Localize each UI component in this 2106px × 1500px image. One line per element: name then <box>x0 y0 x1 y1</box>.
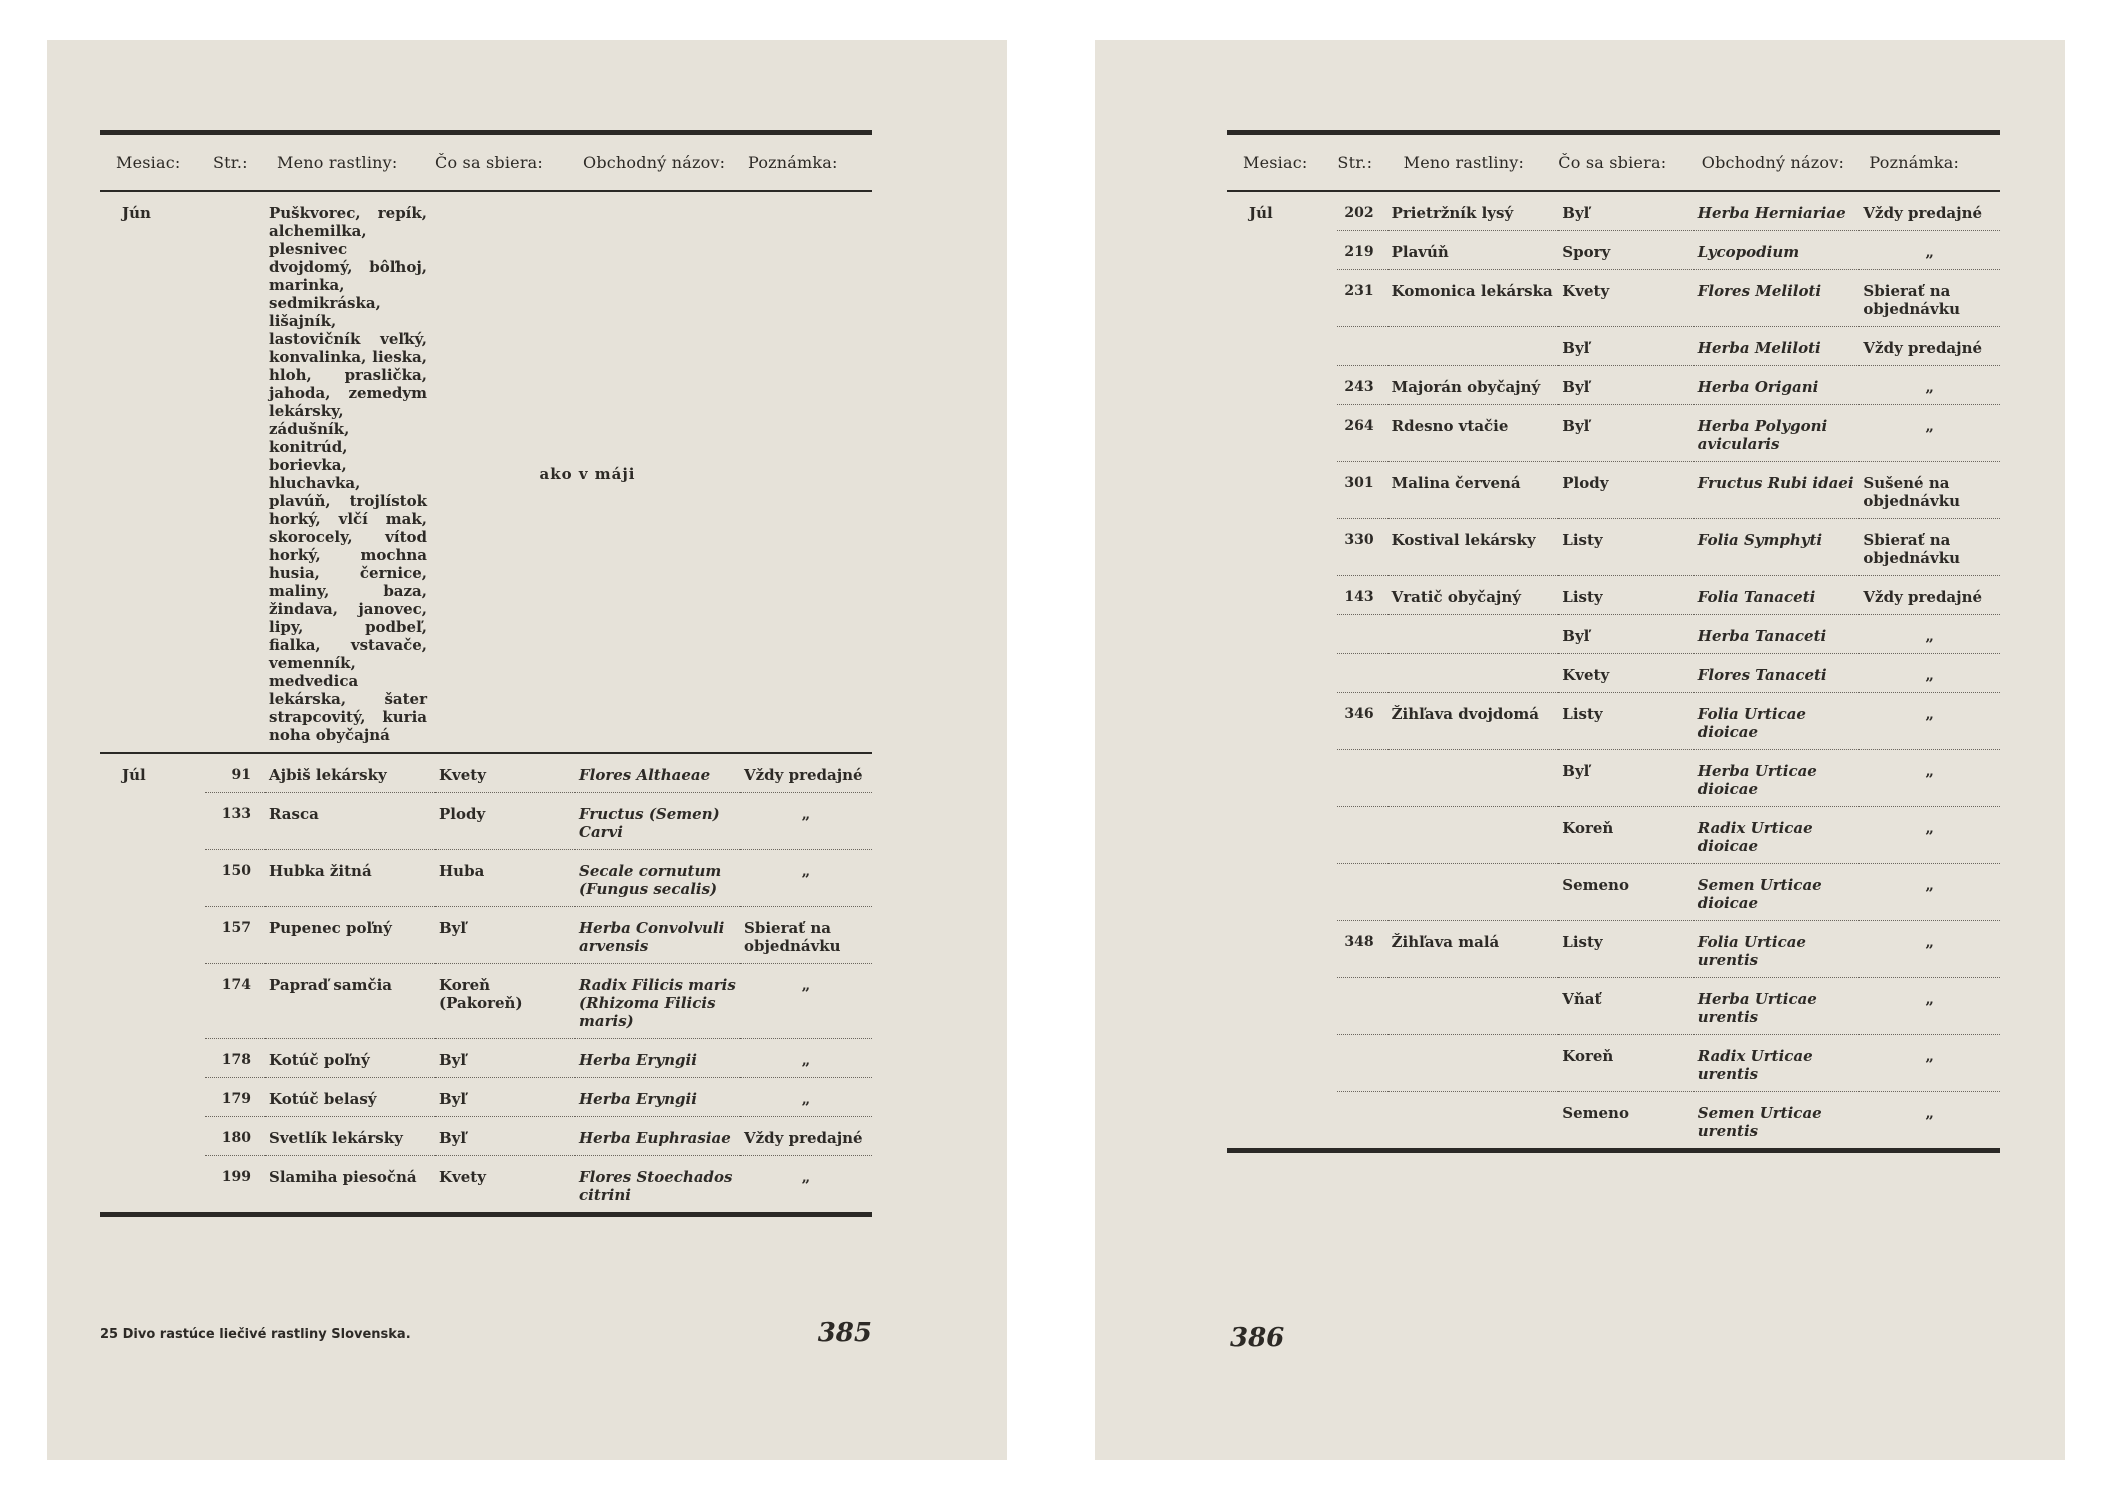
note: Vždy predajné <box>740 1117 872 1156</box>
collected-part: Byľ <box>435 1039 575 1078</box>
page-ref: 346 <box>1337 693 1387 750</box>
month-cell <box>100 964 205 1039</box>
page-ref: 301 <box>1337 462 1387 519</box>
page-ref <box>1337 864 1387 921</box>
month-cell <box>1227 270 1337 327</box>
page-ref <box>1337 327 1387 366</box>
table-row <box>1227 1092 2000 1151</box>
plant-name: Hubka žitná <box>265 850 435 907</box>
trade-name: Radix Filicis maris (Rhizoma Filicis maris) <box>575 964 740 1039</box>
collected-part: Koreň (Pakoreň) <box>435 964 575 1039</box>
table-row <box>100 1117 872 1156</box>
trade-name: Secale cornutum (Fungus secalis) <box>575 850 740 907</box>
month-cell <box>1227 231 1337 270</box>
trade-name: Flores Stoechados citrini <box>575 1156 740 1215</box>
plant-name: Plavúň <box>1388 231 1559 270</box>
month-cell <box>1227 654 1337 693</box>
trade-name: Flores Tanaceti <box>1694 654 1860 693</box>
trade-name: Herba Euphrasiae <box>575 1117 740 1156</box>
plant-name: Komonica lekárska <box>1388 270 1559 327</box>
month-cell <box>100 1039 205 1078</box>
note: Sbierať na objednávku <box>1859 519 2000 576</box>
page-ref <box>1337 1092 1387 1151</box>
month-cell <box>100 1078 205 1117</box>
page-ref: 179 <box>205 1078 265 1117</box>
plant-name <box>1388 978 1559 1035</box>
page-ref: 143 <box>1337 576 1387 615</box>
note: Sbierať na objednávku <box>1859 270 2000 327</box>
note: „ <box>1859 864 2000 921</box>
month-cell <box>100 907 205 964</box>
note: „ <box>740 1078 872 1117</box>
note: „ <box>1859 366 2000 405</box>
plant-name: Žihľava malá <box>1388 921 1559 978</box>
table-row <box>1227 270 2000 327</box>
header-trade-name: Obchodný názov: <box>1701 153 1845 172</box>
plant-name <box>1388 1092 1559 1151</box>
table-row <box>100 907 872 964</box>
month-cell <box>1227 405 1337 462</box>
table-row <box>1227 366 2000 405</box>
plant-name <box>1388 864 1559 921</box>
left-table-wrap <box>100 130 872 1217</box>
page-number: 385 <box>817 1318 872 1348</box>
note: Vždy predajné <box>740 753 872 793</box>
trade-name: Herba Meliloti <box>1694 327 1860 366</box>
plant-name: Kotúč belasý <box>265 1078 435 1117</box>
page-ref: 174 <box>205 964 265 1039</box>
table-row <box>1227 921 2000 978</box>
note: Vždy predajné <box>1859 191 2000 231</box>
page-ref <box>1337 978 1387 1035</box>
table-row <box>100 753 872 793</box>
plant-name <box>1388 1035 1559 1092</box>
left-page <box>47 40 1007 1460</box>
plant-name: Slamiha piesočná <box>265 1156 435 1215</box>
collected-part: Byľ <box>1558 750 1694 807</box>
note: „ <box>1859 1092 2000 1151</box>
plant-name: Papraď samčia <box>265 964 435 1039</box>
table-row <box>1227 519 2000 576</box>
month-cell: Jún <box>100 191 205 753</box>
table-row <box>1227 191 2000 231</box>
page-ref: 91 <box>205 753 265 793</box>
month-cell <box>1227 978 1337 1035</box>
trade-name: Folia Tanaceti <box>1694 576 1860 615</box>
collected-part: Byľ <box>435 907 575 964</box>
trade-name: Folia Urticae urentis <box>1694 921 1860 978</box>
note: „ <box>1859 231 2000 270</box>
month-cell <box>1227 366 1337 405</box>
header-month: Mesiac: <box>1243 153 1308 172</box>
table-row <box>100 793 872 850</box>
collected-part: Byľ <box>1558 405 1694 462</box>
trade-name: Folia Symphyti <box>1694 519 1860 576</box>
note: „ <box>1859 750 2000 807</box>
plant-name <box>1388 654 1559 693</box>
collected-part: Kvety <box>1558 270 1694 327</box>
table-row <box>1227 576 2000 615</box>
header-page: Str.: <box>213 153 248 172</box>
collected-part: Byľ <box>435 1078 575 1117</box>
trade-name: Herba Herniariae <box>1694 191 1860 231</box>
table-row <box>1227 1035 2000 1092</box>
page-ref <box>1337 654 1387 693</box>
month-cell <box>1227 327 1337 366</box>
collected-part: Byľ <box>1558 327 1694 366</box>
table-row <box>100 850 872 907</box>
collected-part: Kvety <box>435 1156 575 1215</box>
note: „ <box>1859 405 2000 462</box>
note: „ <box>740 793 872 850</box>
plant-name <box>1388 807 1559 864</box>
collected-part: Vňať <box>1558 978 1694 1035</box>
collected-part: Listy <box>1558 921 1694 978</box>
trade-name: Herba Tanaceti <box>1694 615 1860 654</box>
table-row <box>1227 615 2000 654</box>
plant-name: Majorán obyčajný <box>1388 366 1559 405</box>
right-page <box>1095 40 2065 1460</box>
table-row <box>1227 693 2000 750</box>
page-ref: 150 <box>205 850 265 907</box>
page-ref: 178 <box>205 1039 265 1078</box>
note: „ <box>1859 693 2000 750</box>
note: „ <box>1859 921 2000 978</box>
note: Vždy predajné <box>1859 327 2000 366</box>
month-cell <box>1227 1035 1337 1092</box>
table-row <box>1227 864 2000 921</box>
trade-name: Radix Urticae urentis <box>1694 1035 1860 1092</box>
collected-part: Spory <box>1558 231 1694 270</box>
month-cell <box>1227 1092 1337 1151</box>
table-row <box>100 1039 872 1078</box>
plant-name <box>1388 615 1559 654</box>
trade-name: Semen Urticae urentis <box>1694 1092 1860 1151</box>
plant-name: Žihľava dvojdomá <box>1388 693 1559 750</box>
trade-name: Fructus Rubi idaei <box>1694 462 1860 519</box>
collected-part: Semeno <box>1558 864 1694 921</box>
table-row <box>1227 231 2000 270</box>
page-ref: 243 <box>1337 366 1387 405</box>
note: Sbierať na objednávku <box>740 907 872 964</box>
right-table <box>1227 130 2000 1153</box>
collected-part: Listy <box>1558 576 1694 615</box>
plant-name: Svetlík lekársky <box>265 1117 435 1156</box>
header-page: Str.: <box>1337 153 1373 172</box>
jun-plant-list: Puškvorec, repík, alchemilka, plesnivec dvojdomý, bôľhoj, marinka, sedmikráska, lišajník, lastovičník veľký, konvalinka, lieska, hloh, praslička, jahoda, zemedym lekársky, zádušník, konitrúd, borievka, hluchavka, plavúň, trojlístok horký, vlčí mak, skorocely, vítod horký, mochna husia, černice, maliny, baza, žindava, janovec, lipy, podbeľ, fialka, vstavače, vemenník, medvedica lekárska, šater strapcovitý, kuria noha obyčajná <box>269 204 427 744</box>
month-cell <box>1227 615 1337 654</box>
month-cell <box>100 793 205 850</box>
page-ref: 157 <box>205 907 265 964</box>
plant-name: Rdesno vtačie <box>1388 405 1559 462</box>
collected-part: Byľ <box>1558 366 1694 405</box>
trade-name: Flores Meliloti <box>1694 270 1860 327</box>
collected-part: Koreň <box>1558 1035 1694 1092</box>
left-table <box>100 130 872 1217</box>
month-cell: Júl <box>122 766 146 784</box>
trade-name: Flores Althaeae <box>575 753 740 793</box>
note: „ <box>740 1156 872 1215</box>
trade-name: Herba Convolvuli arvensis <box>575 907 740 964</box>
note: „ <box>740 964 872 1039</box>
page-ref: 180 <box>205 1117 265 1156</box>
plant-name: Malina červená <box>1388 462 1559 519</box>
trade-name: Herba Polygoni avicularis <box>1694 405 1860 462</box>
page-ref: 264 <box>1337 405 1387 462</box>
note: Vždy predajné <box>1859 576 2000 615</box>
month-cell <box>1227 462 1337 519</box>
collected-part: Plody <box>435 793 575 850</box>
month-cell <box>1227 921 1337 978</box>
table-row <box>1227 654 2000 693</box>
month-cell <box>1227 750 1337 807</box>
plant-name <box>1388 327 1559 366</box>
page-ref <box>1337 750 1387 807</box>
page-ref: 219 <box>1337 231 1387 270</box>
collected-part: Koreň <box>1558 807 1694 864</box>
collected-part: Byľ <box>435 1117 575 1156</box>
trade-name: Lycopodium <box>1694 231 1860 270</box>
collected-part: Byľ <box>1558 191 1694 231</box>
table-row <box>1227 978 2000 1035</box>
page-ref <box>1337 1035 1387 1092</box>
page-ref: 330 <box>1337 519 1387 576</box>
trade-name: Herba Urticae dioicae <box>1694 750 1860 807</box>
collected-part: Listy <box>1558 519 1694 576</box>
page-ref: 231 <box>1337 270 1387 327</box>
collected-part: Huba <box>435 850 575 907</box>
note: Sušené na objednávku <box>1859 462 2000 519</box>
trade-name: Radix Urticae dioicae <box>1694 807 1860 864</box>
month-cell <box>1227 864 1337 921</box>
header-collected-part: Čo sa sbiera: <box>1558 153 1667 172</box>
trade-name: Folia Urticae dioicae <box>1694 693 1860 750</box>
footer-note: 25 Divo rastúce liečivé rastliny Slovenska. <box>100 1327 411 1342</box>
trade-name: Fructus (Semen) Carvi <box>575 793 740 850</box>
collected-part: Listy <box>1558 693 1694 750</box>
month-cell <box>1227 519 1337 576</box>
note: „ <box>1859 654 2000 693</box>
month-cell <box>100 1117 205 1156</box>
note: „ <box>1859 1035 2000 1092</box>
header-note: Poznámka: <box>1869 153 1960 172</box>
month-cell <box>100 850 205 907</box>
trade-name: Semen Urticae dioicae <box>1694 864 1860 921</box>
page-number: 386 <box>1230 1323 1285 1353</box>
page-ref: 133 <box>205 793 265 850</box>
note: „ <box>740 1039 872 1078</box>
header-plant-name: Meno rastliny: <box>277 153 398 172</box>
note: „ <box>1859 807 2000 864</box>
table-row <box>1227 807 2000 864</box>
trade-name: Herba Eryngii <box>575 1078 740 1117</box>
note: „ <box>1859 615 2000 654</box>
jun-note: ako v máji <box>435 191 740 753</box>
note: „ <box>740 850 872 907</box>
trade-name: Herba Urticae urentis <box>1694 978 1860 1035</box>
plant-name: Kotúč poľný <box>265 1039 435 1078</box>
plant-name: Ajbiš lekársky <box>265 753 435 793</box>
page-ref: 199 <box>205 1156 265 1215</box>
page-ref: 348 <box>1337 921 1387 978</box>
header-note: Poznámka: <box>748 153 838 172</box>
page-ref: 202 <box>1337 191 1387 231</box>
right-table-wrap <box>1227 130 2000 1153</box>
table-row <box>100 964 872 1039</box>
month-cell: Júl <box>1249 204 1273 222</box>
table-row <box>1227 750 2000 807</box>
header-collected-part: Čo sa sbiera: <box>435 153 544 172</box>
left-header-row <box>100 133 872 192</box>
plant-name: Rasca <box>265 793 435 850</box>
right-header-row <box>1227 133 2000 192</box>
page-ref <box>1337 615 1387 654</box>
month-cell <box>1227 693 1337 750</box>
note: „ <box>1859 978 2000 1035</box>
header-plant-name: Meno rastliny: <box>1403 153 1525 172</box>
month-cell <box>1227 576 1337 615</box>
jun-row <box>100 191 872 753</box>
trade-name: Herba Origani <box>1694 366 1860 405</box>
plant-name: Vratič obyčajný <box>1388 576 1559 615</box>
table-row <box>1227 405 2000 462</box>
plant-name: Kostival lekársky <box>1388 519 1559 576</box>
page-ref <box>1337 807 1387 864</box>
trade-name: Herba Eryngii <box>575 1039 740 1078</box>
collected-part: Kvety <box>435 753 575 793</box>
plant-name: Pupenec poľný <box>265 907 435 964</box>
table-row <box>1227 327 2000 366</box>
collected-part: Byľ <box>1558 615 1694 654</box>
header-trade-name: Obchodný názov: <box>583 153 726 172</box>
month-cell <box>100 1156 205 1215</box>
collected-part: Kvety <box>1558 654 1694 693</box>
month-cell <box>1227 807 1337 864</box>
collected-part: Semeno <box>1558 1092 1694 1151</box>
table-row <box>100 1156 872 1215</box>
header-month: Mesiac: <box>116 153 181 172</box>
plant-name <box>1388 750 1559 807</box>
table-row <box>1227 462 2000 519</box>
plant-name: Prietržník lysý <box>1388 191 1559 231</box>
table-row <box>100 1078 872 1117</box>
collected-part: Plody <box>1558 462 1694 519</box>
